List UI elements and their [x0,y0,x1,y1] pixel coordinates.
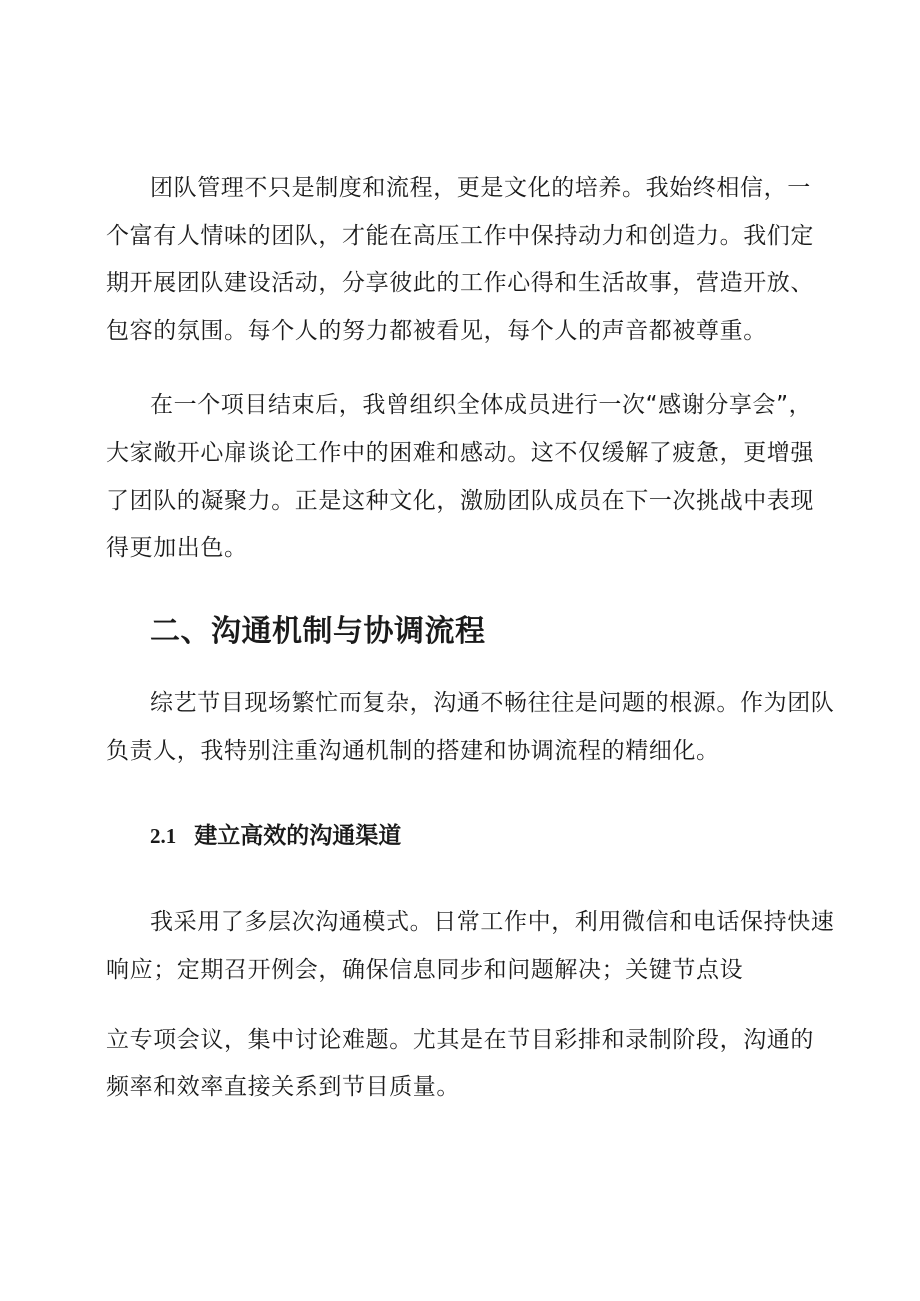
paragraph-4-line-1: 我采用了多层次沟通模式。日常工作中，利用微信和电话保持快速 [150,909,835,935]
paragraph-5-line-1: 立专项会议，集中讨论难题。尤其是在节目彩排和录制阶段，沟通的 [106,1027,814,1053]
subsection-number: 2.1 [150,824,177,848]
paragraph-1-line-2: 个富有人情味的团队，才能在高压工作中保持动力和创造力。我们定 [106,223,814,249]
paragraph-1-line-1: 团队管理不只是制度和流程，更是文化的培养。我始终相信，一 [150,175,811,201]
paragraph-5-line-2: 频率和效率直接关系到节目质量。 [106,1074,460,1100]
paragraph-2-line-4: 得更加出色。 [106,535,248,561]
subsection-title: 建立高效的沟通渠道 [194,823,402,849]
paragraph-2-line-3: 了团队的凝聚力。正是这种文化，激励团队成员在下一次挑战中表现 [106,488,814,514]
paragraph-1-line-4: 包容的氛围。每个人的努力都被看见，每个人的声音都被尊重。 [106,318,767,344]
paragraph-2-line-2: 大家敞开心扉谈论工作中的困难和感动。这不仅缓解了疲惫，更增强 [106,440,814,466]
paragraph-2-line-1: 在一个项目结束后，我曾组织全体成员进行一次“感谢分享会”， [150,392,813,418]
paragraph-3-line-1: 综艺节目现场繁忙而复杂，沟通不畅往往是问题的根源。作为团队 [150,690,835,716]
paragraph-1-line-3: 期开展团队建设活动，分享彼此的工作心得和生活故事，营造开放、 [106,270,814,296]
section-heading: 二、沟通机制与协调流程 [150,614,486,649]
paragraph-3-line-2: 负责人，我特别注重沟通机制的搭建和协调流程的精细化。 [106,738,720,764]
paragraph-4-line-2: 响应；定期召开例会，确保信息同步和问题解决；关键节点设 [106,957,744,983]
subsection-heading [150,821,401,851]
